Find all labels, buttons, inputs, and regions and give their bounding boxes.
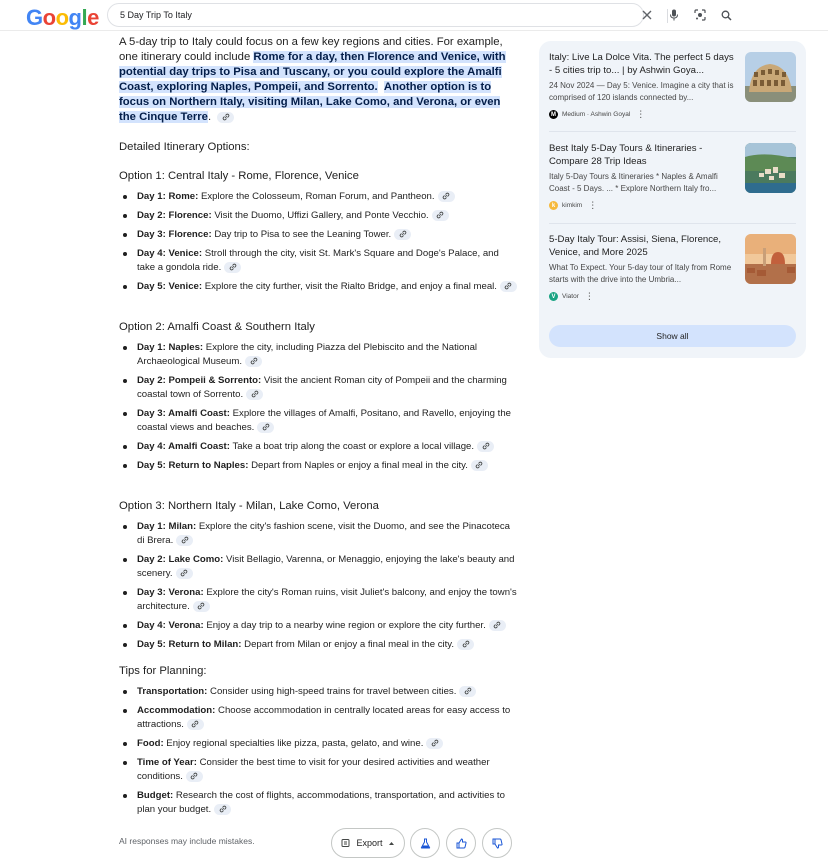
logo-letter: o [42,5,56,30]
link-chip[interactable] [438,191,455,202]
list-item [119,374,519,402]
item-text: Explore the city further, visit the Rialto Bridge, and enjoy a final meal. [202,281,497,292]
item-label: Day 3: Amalfi Coast: [137,408,230,419]
viator-icon: V [549,292,558,301]
link-chip[interactable] [224,262,241,273]
list-item [119,280,519,294]
logo-letter: l [81,5,88,30]
item-text: Take a boat trip along the coast or explore a local village. [229,441,475,452]
link-icon [482,442,490,450]
link-chip[interactable] [457,639,474,650]
flask-button[interactable] [410,828,440,858]
list-item [119,440,519,454]
thumbs-down-icon [492,838,503,849]
link-icon [464,687,472,695]
item-text: Depart from Naples or enjoy a final meal in the city. [248,460,468,471]
link-chip[interactable] [489,620,506,631]
link-chip[interactable] [432,210,449,221]
link-chip[interactable] [217,112,234,123]
link-chip[interactable] [471,460,488,471]
list-item [119,685,519,699]
search-icon[interactable] [719,8,733,22]
source-title[interactable]: Best Italy 5-Day Tours & Itineraries - Compare 28 Trip Ideas [549,143,703,167]
source-snippet: Italy 5-Day Tours & Itineraries * Naples & Amalfi Coast - 5 Days. ... * Explore Northern Italy fro... [549,172,718,193]
option3-title: Option 3: Northern Italy - Milan, Lake Como, Verona [119,500,379,512]
list-item [119,789,519,817]
link-chip[interactable] [214,804,231,815]
item-text: Visit the ancient Roman city of Pompeii and the charming coastal town of Sorrento. [137,375,507,400]
link-icon [219,805,227,813]
link-icon [504,282,512,290]
link-chip[interactable] [477,441,494,452]
item-label: Day 5: Return to Milan: [137,639,242,650]
item-label: Budget: [137,790,174,801]
intro-end: . [207,111,212,123]
thumbs-up-icon [456,838,467,849]
link-chip[interactable] [500,281,517,292]
item-text: Explore the Colosseum, Roman Forum, and Pantheon. [198,191,435,202]
list-item [119,209,519,223]
list-item [119,586,519,614]
detailed-heading: Detailed Itinerary Options: [119,141,250,153]
more-options-icon[interactable]: ⋮ [636,109,645,119]
ai-disclaimer: AI responses may include mistakes. [119,836,255,846]
logo-letter: e [87,5,99,30]
source-card-3[interactable] [549,234,796,306]
link-icon [251,390,259,398]
list-item [119,619,519,633]
link-icon [431,739,439,747]
list-item [119,341,519,369]
search-input[interactable] [120,4,520,26]
item-label: Accommodation: [137,705,216,716]
link-chip[interactable] [257,422,274,433]
link-icon [399,230,407,238]
list-item [119,704,519,732]
source-attribution [549,200,596,211]
google-logo[interactable] [26,5,99,31]
link-chip[interactable] [459,686,476,697]
option3-list [119,520,519,657]
item-text: Explore the city's Roman ruins, visit Juliet's balcony, and enjoy the town's architecture. [137,587,517,612]
florence-thumbnail[interactable] [745,234,796,284]
source-snippet: 24 Nov 2024 — Day 5: Venice. Imagine a city that is comprised of 120 islands connected by... [549,81,734,102]
header [0,0,828,31]
item-text: Enjoy a day trip to a nearby wine region or explore the city further. [203,620,486,631]
item-label: Transportation: [137,686,208,697]
link-icon [462,640,470,648]
source-snippet: What To Expect. Your 5-day tour of Italy from Rome starts with the drive into the Umbria... [549,263,732,284]
link-icon [229,263,237,271]
list-item [119,737,519,751]
item-text: Visit the Duomo, Uffizi Gallery, and Ponte Vecchio. [211,210,429,221]
item-text: Consider the best time to visit for your desired activities and weather conditions. [137,757,490,782]
list-item [119,459,519,473]
item-label: Day 2: Florence: [137,210,212,221]
link-icon [250,357,258,365]
item-label: Day 4: Amalfi Coast: [137,441,230,452]
microphone-icon[interactable] [667,8,681,22]
more-options-icon[interactable]: ⋮ [584,291,593,301]
link-icon [180,569,188,577]
option2-title: Option 2: Amalfi Coast & Southern Italy [119,321,315,333]
item-label: Food: [137,738,164,749]
item-label: Day 3: Verona: [137,587,204,598]
intro-text: A 5-day trip to Italy could focus on a few key regions and cities. For example, one itinerary could include [119,36,503,63]
source-name: Viator [562,293,579,300]
item-label: Day 1: Naples: [137,342,204,353]
logo-letter: G [26,5,43,30]
divider [549,223,796,224]
sources-panel [539,41,806,358]
tips-list [119,685,519,822]
item-label: Day 1: Milan: [137,521,197,532]
list-item [119,190,519,204]
source-name: kimkim [562,202,583,209]
item-label: Day 4: Verona: [137,620,204,631]
source-attribution [549,291,593,302]
item-label: Day 5: Venice: [137,281,203,292]
link-icon [442,192,450,200]
item-label: Time of Year: [137,757,197,768]
source-card-1[interactable] [549,52,796,124]
export-button[interactable] [331,828,405,858]
flask-icon [420,838,431,849]
more-options-icon[interactable]: ⋮ [588,200,597,210]
item-label: Day 1: Rome: [137,191,199,202]
source-title[interactable]: Italy: Live La Dolce Vita. The perfect 5 days - 5 cities trip to... | by Ashwin Goya... [549,52,734,76]
source-card-2[interactable] [549,143,796,215]
export-icon [341,838,351,848]
link-icon [222,113,230,121]
link-chip[interactable] [394,229,411,240]
item-text: Explore the city, including Piazza del Plebiscito and the National Archaeological Museum. [137,342,478,367]
thumbs-down-button[interactable] [482,828,512,858]
source-attribution [549,109,644,120]
link-chip[interactable] [245,356,262,367]
link-icon [197,602,205,610]
divider [549,131,796,132]
item-text: Research the cost of flights, accommodations, transportation, and activities to plan your budget. [137,790,505,815]
option1-title: Option 1: Central Italy - Rome, Florence, Venice [119,170,359,182]
item-text: Day trip to Pisa to see the Leaning Tower. [211,229,392,240]
link-chip[interactable] [176,535,193,546]
list-item [119,638,519,652]
link-icon [436,211,444,219]
intro-paragraph [119,35,514,125]
source-name: Medium · Ashwin Goyal [562,111,631,118]
link-icon [191,720,199,728]
link-chip[interactable] [187,719,204,730]
item-text: Choose accommodation in centrally located areas for easy access to attractions. [137,705,511,730]
item-label: Day 5: Return to Naples: [137,460,249,471]
medium-icon: M [551,111,556,118]
kimkim-icon: k [549,201,558,210]
colosseum-thumbnail[interactable] [745,52,796,102]
item-text: Explore the city's fashion scene, visit the Duomo, and see the Pinacoteca di Brera. [137,521,510,546]
link-chip[interactable] [186,771,203,782]
item-text: Consider using high-speed trains for travel between cities. [207,686,457,697]
show-all-button[interactable]: Show all [549,325,796,347]
list-item [119,247,519,275]
thumbs-up-button[interactable] [446,828,476,858]
option2-list [119,341,519,478]
link-icon [190,772,198,780]
item-text: Depart from Milan or enjoy a final meal in the city. [241,639,455,650]
search-box[interactable] [107,3,644,27]
item-label: Day 4: Venice: [137,248,203,259]
item-label: Day 2: Pompeii & Sorrento: [137,375,262,386]
list-item [119,407,519,435]
link-chip[interactable] [176,568,193,579]
intro-highlight-1[interactable]: Rome for a day, then Florence and Venice, with potential day trips to Pisa and Tuscany, or you could explore the Amalfi Coast, exploring Naples, Pompeii, and Sorrento. [119,51,506,93]
list-item [119,553,519,581]
intro-highlight-2[interactable]: Another option is to focus on Northern Italy, visiting Milan, Lake Como, and Verona, or even the Cinque Terre [119,81,501,123]
amalfi-thumbnail[interactable] [745,143,796,193]
list-item [119,756,519,784]
link-chip[interactable] [426,738,443,749]
list-item [119,228,519,242]
link-chip[interactable] [193,601,210,612]
logo-letter: o [55,5,69,30]
item-text: Visit Bellagio, Varenna, or Menaggio, enjoying the lake's beauty and scenery. [137,554,515,579]
item-label: Day 2: Lake Como: [137,554,224,565]
clear-icon[interactable] [640,8,654,22]
caret-up-icon [388,841,395,846]
item-text: Explore the villages of Amalfi, Positano, and Ravello, enjoying the coastal views and beaches. [137,408,512,433]
logo-letter: g [68,5,82,30]
item-text: Enjoy regional specialties like pizza, pasta, gelato, and wine. [163,738,424,749]
item-label: Day 3: Florence: [137,229,212,240]
link-chip[interactable] [246,389,263,400]
link-icon [181,536,189,544]
tips-title: Tips for Planning: [119,665,207,677]
source-title[interactable]: 5-Day Italy Tour: Assisi, Siena, Florence, Venice, and More 2025 [549,234,722,258]
export-label: Export [356,838,383,848]
link-icon [475,461,483,469]
item-text: Stroll through the city, visit St. Mark's Square and Doge's Palace, and take a gondola ride. [137,248,499,273]
list-item [119,520,519,548]
lens-icon[interactable] [693,8,707,22]
option1-list [119,190,519,299]
link-icon [493,621,501,629]
link-icon [262,423,270,431]
